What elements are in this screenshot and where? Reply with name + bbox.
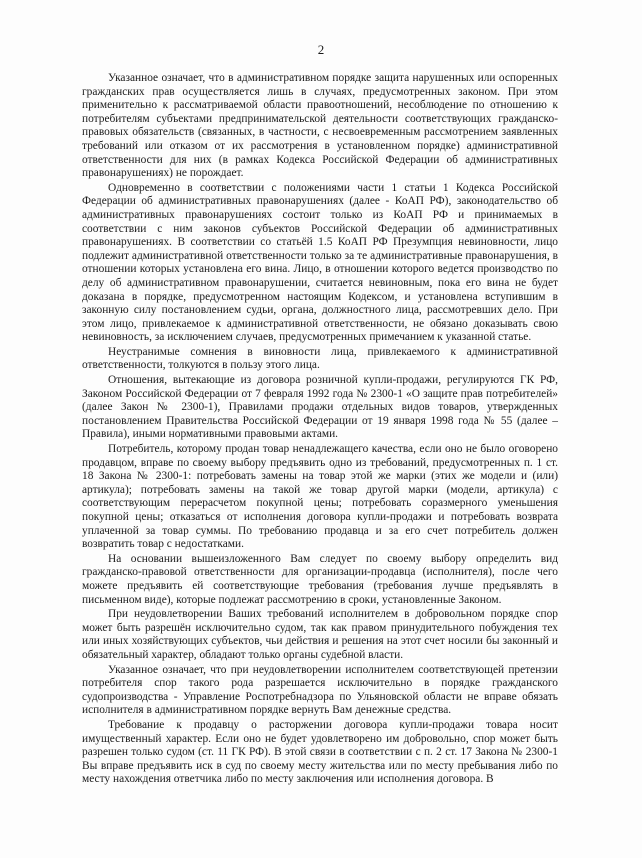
document-body	[82, 72, 558, 788]
page-number: 2	[317, 42, 325, 57]
paragraph-1: Указанное означает, что в административном порядке защита нарушенных или оспоренных гражданских прав осуществляется лишь в случаях, предусмотренных законом. При этом применительно к рассматриваемой области правоотношений, несоблюдение по отношению к потребителям субъектами предпринимательской деятельности соответствующих гражданско-правовых обязательств (связанных, в частности, с несвоевременным рассмотрением заявленных требований или отказом от их рассмотрения в установленном порядке) административной ответственности для них (в рамках Кодекса Российской Федерации об административных правонарушениях) не порождает.	[82, 72, 558, 180]
paragraph-8: Указанное означает, что при неудовлетворении исполнителем соответствующей претензии потребителя спор такого рода разрешается исключительно в порядке гражданского судопроизводства - Управление Роспотребнадзора по Ульяновской области не вправе обязать исполнителя в административном порядке вернуть Вам денежные средства.	[82, 663, 558, 717]
paragraph-6: На основании вышеизложенного Вам следует по своему выбору определить вид гражданско-правовой ответственности для организации-продавца (исполнителя), после чего можете предъявить ей соответствующие требования (требования лучше предъявлять в письменном виде), которые подлежат рассмотрению в сроки, установленные Законом.	[82, 552, 558, 606]
paragraph-9: Требование к продавцу о расторжении договора купли-продажи товара носит имущественный характер. Если оно не будет удовлетворено им добровольно, спор может быть разрешен только судом (ст. 11 ГК РФ). В этой связи в соответствии с п. 2 ст. 17 Закона № 2300-1 Вы вправе предъявить иск в суд по своему месту жительства или по месту пребывания либо по месту нахождения ответчика либо по месту заключения или исполнения договора. В	[82, 718, 558, 786]
paragraph-2: Одновременно в соответствии с положениями части 1 статьи 1 Кодекса Российской Федерации об административных правонарушениях (далее - КоАП РФ), законодательство об административных правонарушениях состоит только из КоАП РФ и принимаемых в соответствии с ним законов субъектов Российской Федерации об административных правонарушениях. В соответствии со статьёй 1.5 КоАП РФ Презумпция невиновности, лицо подлежит административной ответственности только за те административные правонарушения, в отношении которых установлена его вина. Лицо, в отношении которого ведется производство по делу об административном правонарушении, считается невиновным, пока его вина не будет доказана в порядке, предусмотренном настоящим Кодексом, и установлена вступившим в законную силу постановлением судьи, органа, должностного лица, рассмотревших дело. При этом лицо, привлекаемое к административной ответственности, не обязано доказывать свою невиновность, за исключением случаев, предусмотренных примечанием к указанной статье.	[82, 181, 558, 344]
paragraph-7: При неудовлетворении Ваших требований исполнителем в добровольном порядке спор может быть разрешён исключительно судом, так как правом принудительного побуждения тех или иных хозяйствующих субъектов, чьи действия и решения на этот счет носили бы законный и обязательный характер, обладают только органы судебной власти.	[82, 608, 558, 661]
paragraph-3: Неустранимые сомнения в виновности лица, привлекаемого к административной ответственности, толкуются в пользу этого лица.	[82, 345, 558, 372]
paragraph-4: Отношения, вытекающие из договора розничной купли-продажи, регулируются ГК РФ, Законом Российской Федерации от 7 февраля 1992 года № 2300-1 «О защите прав потребителей» (далее Закон № 2300-1), Правилами продажи отдельных видов товаров, утвержденных постановлением Правительства Российской Федерации от 19 января 1998 года № 55 (далее – Правила), иными нормативными правовыми актами.	[82, 374, 558, 441]
paragraph-5: Потребитель, которому продан товар ненадлежащего качества, если оно не было оговорено продавцом, вправе по своему выбору предъявить одно из требований, предусмотренных п. 1 ст. 18 Закона № 2300-1: потребовать замены на товар этой же марки (этих же модели и (или) артикула); потребовать замены на такой же товар другой марки (модели, артикула) с соответствующим перерасчетом покупной цены; потребовать соразмерного уменьшения покупной цены; отказаться от исполнения договора купли-продажи и потребовать возврата уплаченной за товар суммы. По требованию продавца и за его счет потребитель должен возвратить товар с недостатками.	[82, 443, 558, 551]
